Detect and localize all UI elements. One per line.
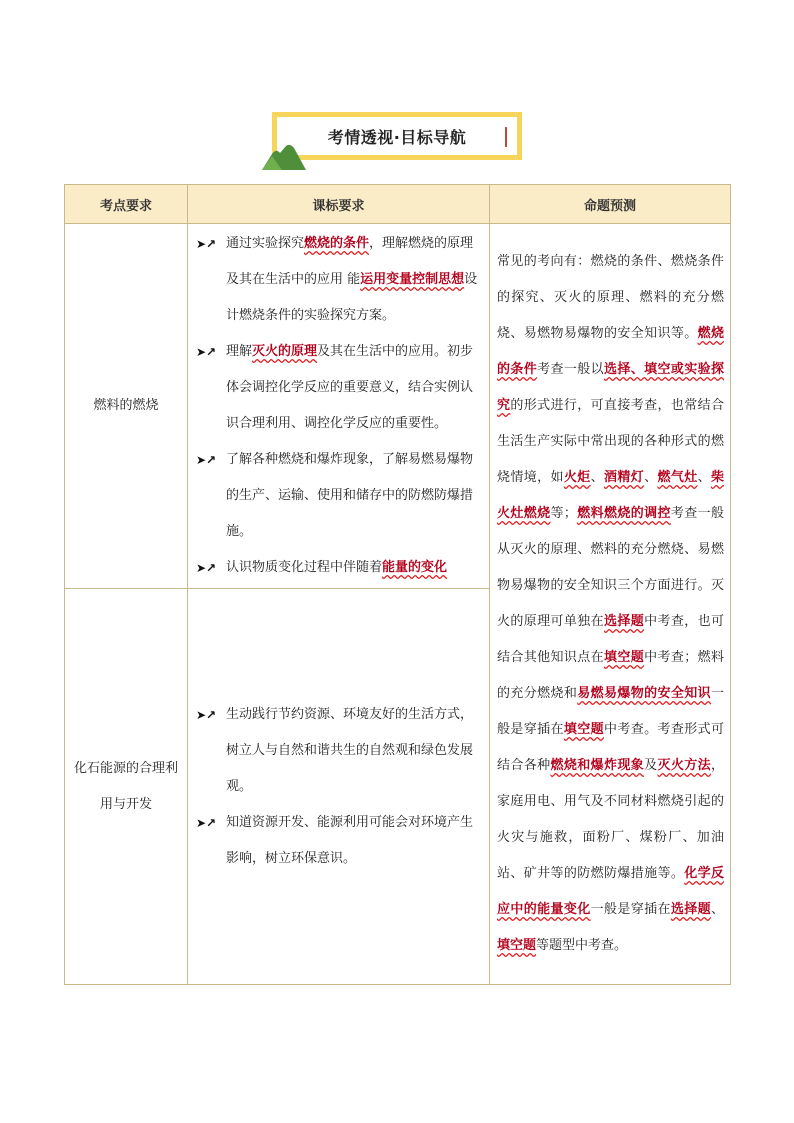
standard-cell <box>188 224 490 589</box>
prediction-cell <box>490 224 731 985</box>
text-segment: ，家庭用电、用气及不同材料燃烧引起的火灾与施救，面粉厂、煤粉厂、加油站、矿井等的防燃防爆措施等。 <box>497 758 724 881</box>
header-prediction: 命题预测 <box>490 185 731 224</box>
standard-item-text <box>226 560 447 575</box>
highlight-text: 灭火方法 <box>657 758 711 773</box>
highlight-text: 燃料燃烧的调控 <box>576 506 671 521</box>
header-topic: 考点要求 <box>65 185 188 224</box>
highlight-text: 选择题 <box>670 902 711 917</box>
topic-cell: 化石能源的合理利用与开发 <box>65 589 188 985</box>
highlight-text: 燃烧和爆炸现象 <box>550 758 645 773</box>
text-segment: 一般是穿插在 <box>590 902 671 917</box>
text-segment: 及 <box>644 758 658 773</box>
highlight-text: 选择、填空或实验探究 <box>497 362 724 413</box>
table-row <box>65 224 731 589</box>
highlight-text: 燃烧的条件 <box>497 326 724 377</box>
prediction-text <box>497 254 724 953</box>
standard-cell <box>188 589 490 985</box>
text-segment: 中考查。考查形式可结合各种 <box>497 722 724 773</box>
exam-objectives-table <box>64 184 731 985</box>
text-segment: 及其在生活中的应用。初步体会调控化学反应的重要意义，结合实例认识合理利用、调控化学反应的重要性。 <box>226 344 474 431</box>
highlight-text: 选择题 <box>603 614 645 629</box>
text-segment: 考查一般以 <box>537 362 604 377</box>
text-segment: 理解 <box>226 344 253 359</box>
highlight-text: 酒精灯 <box>603 470 645 485</box>
topic-cell: 燃料的燃烧 <box>65 224 188 589</box>
standard-item <box>194 805 485 877</box>
standard-item-text <box>226 452 473 539</box>
table-header-row <box>65 185 731 224</box>
highlight-text: 运用变量控制思想 <box>360 272 465 287</box>
standard-item-text <box>226 236 477 323</box>
text-segment: 常见的考向有：燃烧的条件、燃烧条件的探究、灭火的原理、燃料的充分燃烧、易燃物易爆物的安全知识等。 <box>497 254 724 341</box>
standard-item-text <box>226 344 473 431</box>
standard-item <box>194 697 485 805</box>
text-segment: 中考查，也可结合其他知识点在 <box>497 614 724 665</box>
standard-item-text <box>226 707 473 794</box>
text-segment: 了解各种燃烧和爆炸现象，了解易燃易爆物的生产、运输、使用和储存中的防燃防爆措施。 <box>226 452 474 539</box>
section-banner <box>272 112 522 160</box>
text-segment: 生动践行节约资源、环境友好的生活方式，树立人与自然和谐共生的自然观和绿色发展观。 <box>226 706 474 794</box>
banner-inner <box>277 117 517 155</box>
highlight-text: 柴火灶燃烧 <box>497 470 724 521</box>
highlight-text: 燃气灶 <box>657 470 698 485</box>
text-segment: 一般是穿插在 <box>497 686 724 737</box>
highlight-text: 化学反应中的能量变化 <box>497 866 724 917</box>
standard-item <box>194 226 485 334</box>
mountain-icon <box>262 144 306 170</box>
text-segment: 、 <box>590 470 604 485</box>
text-segment: 等； <box>550 506 577 521</box>
highlight-text: 火炬 <box>563 470 591 485</box>
banner-title: 考情透视·目标导航 <box>327 127 467 147</box>
banner-accent-bar <box>505 127 507 147</box>
highlight-text: 易燃易爆物的安全知识 <box>577 686 711 701</box>
standard-item-text <box>226 815 473 866</box>
standard-item <box>194 442 485 550</box>
highlight-text: 填空题 <box>563 722 604 737</box>
arrow-bullet-icon: ➤↗ <box>196 237 217 251</box>
text-segment: 、 <box>644 470 658 485</box>
arrow-bullet-icon: ➤↗ <box>196 707 217 722</box>
highlight-text: 填空题 <box>603 650 645 665</box>
text-segment: 认识物质变化过程中伴随着 <box>226 560 383 575</box>
text-segment: 、 <box>697 470 711 485</box>
arrow-bullet-icon: ➤↗ <box>196 453 217 467</box>
header-standard: 课标要求 <box>188 185 490 224</box>
text-segment: 通过实验探究 <box>226 236 305 251</box>
arrow-bullet-icon: ➤↗ <box>196 561 217 575</box>
highlight-text: 燃烧的条件 <box>304 236 370 251</box>
arrow-bullet-icon: ➤↗ <box>196 345 217 359</box>
highlight-text: 灭火的原理 <box>252 344 318 359</box>
text-segment: ，理解燃烧的原理及其在生活中的应用 能 <box>226 236 474 287</box>
text-segment: 知道资源开发、能源利用可能会对环境产生影响，树立环保意识。 <box>226 814 474 866</box>
text-segment: 考查一般从灭火的原理、燃料的充分燃烧、易燃物易爆物的安全知识三个方面进行。灭火的原理可单独在 <box>497 506 724 629</box>
highlight-text: 填空题 <box>497 938 537 953</box>
arrow-bullet-icon: ➤↗ <box>196 815 217 830</box>
text-segment: 等题型中考查。 <box>536 938 628 953</box>
standard-item <box>194 550 485 586</box>
text-segment: 设计燃烧条件的实验探究方案。 <box>226 272 478 323</box>
standard-item <box>194 334 485 442</box>
text-segment: 的形式进行，可直接考查，也常结合生活生产实际中常出现的各种形式的燃烧情境，如 <box>497 398 724 485</box>
text-segment: 中考查；燃料的充分燃烧和 <box>497 650 724 701</box>
highlight-text: 能量的变化 <box>382 560 448 575</box>
text-segment: 、 <box>710 902 724 917</box>
